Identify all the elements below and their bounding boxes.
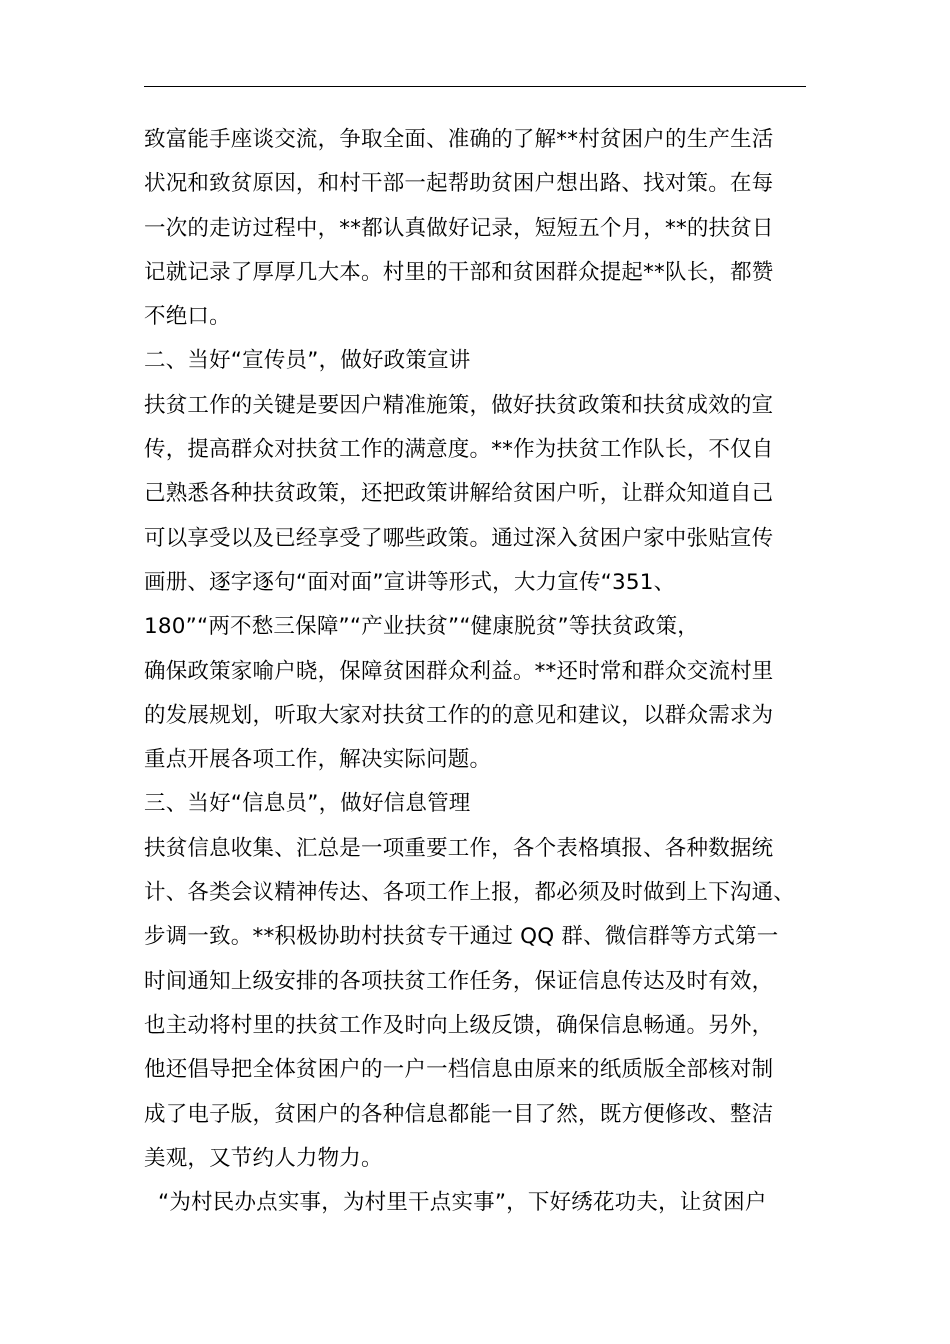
text-line: 确保政策家喻户晓，保障贫困群众利益。**还时常和群众交流村里 <box>144 658 774 684</box>
text-line: 不绝口。 <box>144 304 231 330</box>
section-heading: 二、当好“宣传员”，做好政策宣讲 <box>144 348 471 374</box>
text-line: 状况和致贫原因，和村干部一起帮助贫困户想出路、找对策。在每 <box>144 171 774 197</box>
text-line: 计、各类会议精神传达、各项工作上报，都必须及时做到上下沟通、 <box>144 880 796 906</box>
text-line: 画册、逐字逐句“面对面”宣讲等形式，大力宣传“351、 <box>144 569 676 595</box>
text-line: “为村民办点实事，为村里干点实事”，下好绣花功夫，让贫困户 <box>158 1190 767 1216</box>
text-line: 可以享受以及已经享受了哪些政策。通过深入贫困户家中张贴宣传 <box>144 525 774 551</box>
text-line: 致富能手座谈交流，争取全面、准确的了解**村贫困户的生产生活 <box>144 127 774 152</box>
text-line: 时间通知上级安排的各项扶贫工作任务，保证信息传达及时有效， <box>144 968 774 994</box>
body-text <box>144 118 824 1225</box>
text-line: 的发展规划，听取大家对扶贫工作的的意见和建议，以群众需求为 <box>144 702 774 728</box>
text-line: 他还倡导把全体贫困户的一户一档信息由原来的纸质版全部核对制 <box>144 1057 774 1083</box>
text-line: 传，提高群众对扶贫工作的满意度。**作为扶贫工作队长，不仅自 <box>144 437 774 463</box>
text-line: 己熟悉各种扶贫政策，还把政策讲解给贫困户听，让群众知道自己 <box>144 481 774 507</box>
header-rule <box>144 86 806 87</box>
text-line: 180”“两不愁三保障”“产业扶贫”“健康脱贫”等扶贫政策， <box>144 614 700 640</box>
text-line: 一次的走访过程中，**都认真做好记录，短短五个月，**的扶贫日 <box>144 215 774 241</box>
text-line: 成了电子版，贫困户的各种信息都能一目了然，既方便修改、整洁 <box>144 1101 774 1127</box>
text-line: 扶贫工作的关键是要因户精准施策，做好扶贫政策和扶贫成效的宣 <box>144 392 774 418</box>
section-heading: 三、当好“信息员”，做好信息管理 <box>144 791 471 817</box>
text-line: 重点开展各项工作，解决实际问题。 <box>144 747 492 773</box>
text-line: 扶贫信息收集、汇总是一项重要工作，各个表格填报、各种数据统 <box>144 835 774 861</box>
text-line: 步调一致。**积极协助村扶贫专干通过 QQ 群、微信群等方式第一 <box>144 924 779 950</box>
text-line: 也主动将村里的扶贫工作及时向上级反馈，确保信息畅通。另外， <box>144 1012 774 1038</box>
text-line: 美观，又节约人力物力。 <box>144 1145 383 1171</box>
text-line: 记就记录了厚厚几大本。村里的干部和贫困群众提起**队长，都赞 <box>144 259 774 285</box>
